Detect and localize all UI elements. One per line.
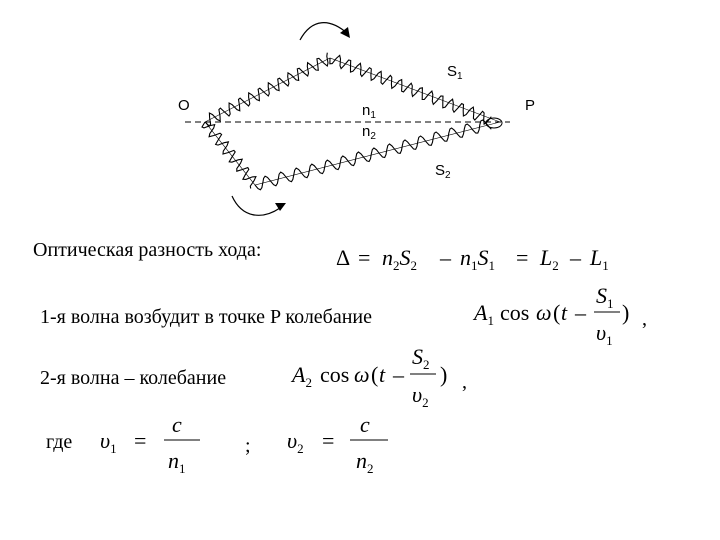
svg-text:–: – <box>570 245 581 270</box>
svg-text:(: ( <box>371 362 379 387</box>
label-n2: $n_2$ <box>362 123 376 142</box>
svg-text:(: ( <box>553 300 561 325</box>
text-where: где <box>46 431 73 453</box>
svg-text:υ2: $\upsilon_2$ <box>412 382 429 410</box>
svg-text:t: t <box>561 300 568 325</box>
svg-text:c: c <box>172 412 182 437</box>
label-o: O <box>178 97 190 114</box>
svg-text:c: c <box>360 412 370 437</box>
svg-text:=: = <box>322 428 335 453</box>
formula-velocity-1 <box>100 412 200 476</box>
svg-text:L1: $L_1$ <box>590 245 609 273</box>
svg-text:ω: ω <box>354 362 370 387</box>
label-p: P <box>525 97 536 114</box>
svg-text:A2: $A_2$ <box>292 362 312 390</box>
text-semicolon: ; <box>245 435 251 457</box>
formula-wave1 <box>472 283 629 348</box>
curved-arrow-bottom <box>232 196 280 215</box>
wave-upper-segment-2 <box>330 55 491 124</box>
svg-text:ω: ω <box>536 300 552 325</box>
curved-arrow-top <box>300 23 348 40</box>
svg-text:n1: $n_1$ <box>168 448 186 476</box>
svg-text:–: – <box>440 245 451 270</box>
text-wave1-oscillation: 1-я волна возбудит в точке P колебание <box>40 306 373 328</box>
label-s2: $S_2$ <box>435 162 451 181</box>
svg-text:S1: $S_1$ <box>596 283 614 311</box>
wave-upper-segment-1 <box>205 53 328 126</box>
svg-text:=: = <box>134 428 147 453</box>
svg-text:A1: $A_1$ <box>474 300 494 328</box>
svg-text:n2S2: $n_2S_2$ <box>382 245 417 273</box>
svg-text:cos: cos <box>320 362 350 387</box>
svg-text:t: t <box>379 362 386 387</box>
svg-text:n1S1: $n_1S_1$ <box>460 245 495 273</box>
text-comma-2: , <box>462 371 467 393</box>
svg-text:): ) <box>622 300 630 325</box>
svg-text:): ) <box>440 362 448 387</box>
svg-text:L2: $L_2$ <box>540 245 559 273</box>
label-n1: $n_1$ <box>362 102 376 121</box>
text-comma-1: , <box>642 308 647 330</box>
svg-text:υ1: $\upsilon_1$ <box>596 320 613 348</box>
svg-text:=: = <box>358 245 371 270</box>
text-wave2-oscillation: 2-я волна – колебание <box>40 367 227 389</box>
formula-velocity-2 <box>287 412 388 476</box>
formula-wave2 <box>290 344 447 410</box>
formula-optical-path-difference <box>336 245 609 273</box>
text-optical-path-difference: Оптическая разность хода: <box>33 239 262 261</box>
svg-text:Δ: Δ <box>336 245 351 270</box>
svg-text:S2: $S_2$ <box>412 344 430 372</box>
svg-text:–: – <box>575 300 586 325</box>
svg-text:υ1: $\upsilon_1$ <box>100 428 117 456</box>
svg-text:=: = <box>516 245 529 270</box>
label-s1: $S_1$ <box>447 63 463 82</box>
svg-text:cos: cos <box>500 300 530 325</box>
wave-lower-segment-1 <box>202 122 256 189</box>
svg-text:υ2: $\upsilon_2$ <box>287 428 304 456</box>
svg-text:n2: $n_2$ <box>356 448 374 476</box>
svg-text:–: – <box>393 362 404 387</box>
